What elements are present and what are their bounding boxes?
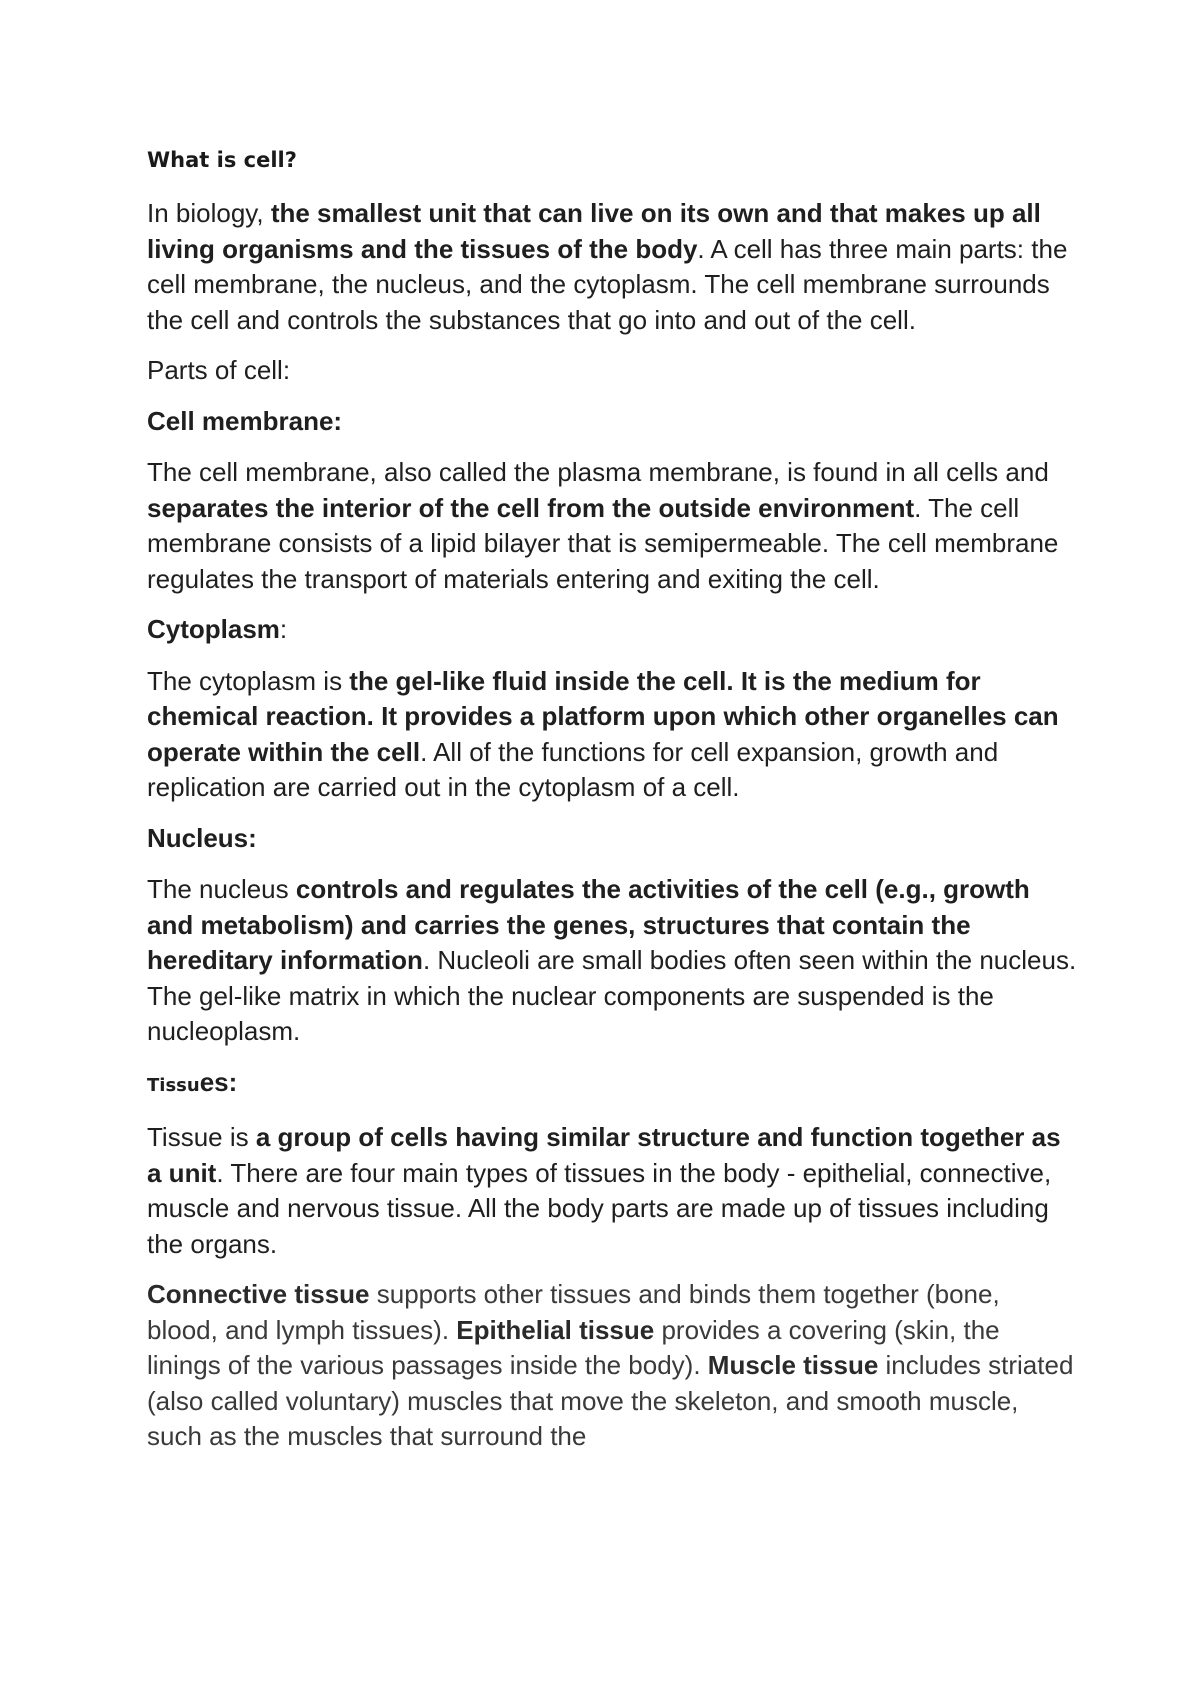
parts-label: Parts of cell:: [147, 355, 291, 385]
cytoplasm-heading-colon: :: [279, 614, 288, 644]
tissue-types-paragraph: [147, 1277, 1077, 1455]
section-heading-tissues: [147, 1065, 1077, 1105]
types-text-3: includes striated (also called voluntary) muscles that move the skeleton, and smooth muscle, such as the muscles that surround the: [147, 1350, 1074, 1451]
cytoplasm-bold-1: the gel-like fluid inside the cell. It is the medium for chemical reaction. It provides a platform upon which other organelles can operate within the cell: [147, 665, 1059, 767]
membrane-text-2: . The cell membrane consists of a lipid bilayer that is semipermeable. The cell membrane regulates the transport of materials entering and exiting the cell.: [147, 492, 1059, 594]
tissues-paragraph: [147, 1120, 1077, 1262]
cytoplasm-heading-text: Cytoplasm: [147, 614, 280, 644]
nucleus-text-2: . Nucleoli are small bodies often seen within the nucleus. The gel-like matrix in which the nuclear components are suspended is the nucleoplasm.: [147, 945, 1077, 1046]
tissues-text-2: . There are four main types of tissues in the body - epithelial, connective, muscle and nervous tissue. All the body parts are made up of tissues including the organs.: [147, 1157, 1052, 1259]
tissues-heading-big: es:: [199, 1066, 238, 1097]
nucleus-text-1: The nucleus: [147, 874, 296, 904]
membrane-text-1: The cell membrane, also called the plasma membrane, is found in all cells and: [147, 457, 1049, 487]
epithelial-tissue-term: Epithelial tissue: [456, 1314, 655, 1345]
membrane-bold-1: separates the interior of the cell from the outside environment: [147, 492, 915, 523]
nucleus-paragraph: [147, 872, 1077, 1050]
types-text-2: provides a covering (skin, the linings of the various passages inside the body).: [147, 1314, 1000, 1380]
intro-text-1: In biology,: [147, 198, 271, 228]
muscle-tissue-term: Muscle tissue: [707, 1350, 879, 1380]
intro-paragraph: [147, 196, 1077, 338]
nucleus-bold-1: controls and regulates the activities of the cell (e.g., growth and metabolism) and carries the genes, structures that contain the hereditary information: [147, 874, 1030, 975]
intro-text-2: . A cell has three main parts: the cell membrane, the nucleus, and the cytoplasm. The cell membrane surrounds the cell and controls the substances that go into and out of the cell.: [147, 233, 1068, 335]
intro-bold-1: the smallest unit that can live on its own and that makes up all living organisms and the tissues of the body: [147, 198, 1041, 264]
cytoplasm-text-1: The cytoplasm is: [147, 665, 350, 696]
tissues-bold-1: a group of cells having similar structure and function together as a unit: [147, 1122, 1061, 1188]
tissues-heading-small: Tissu: [147, 1074, 200, 1096]
membrane-paragraph: [147, 455, 1077, 597]
connective-tissue-term: Connective tissue: [147, 1279, 370, 1309]
section-heading-cell-membrane: Cell membrane:: [147, 405, 343, 436]
cytoplasm-paragraph: [147, 664, 1077, 806]
section-heading-nucleus: Nucleus:: [147, 822, 257, 853]
cytoplasm-text-2: . All of the functions for cell expansion, growth and replication are carried out in the cytoplasm of a cell.: [147, 736, 999, 802]
types-text-1: supports other tissues and binds them together (bone, blood, and lymph tissues).: [147, 1279, 1000, 1345]
section-heading-cytoplasm: [147, 612, 1077, 648]
document-body: [147, 146, 1077, 1470]
tissues-text-1: Tissue is: [147, 1122, 256, 1152]
page-title: What is cell?: [147, 148, 297, 172]
